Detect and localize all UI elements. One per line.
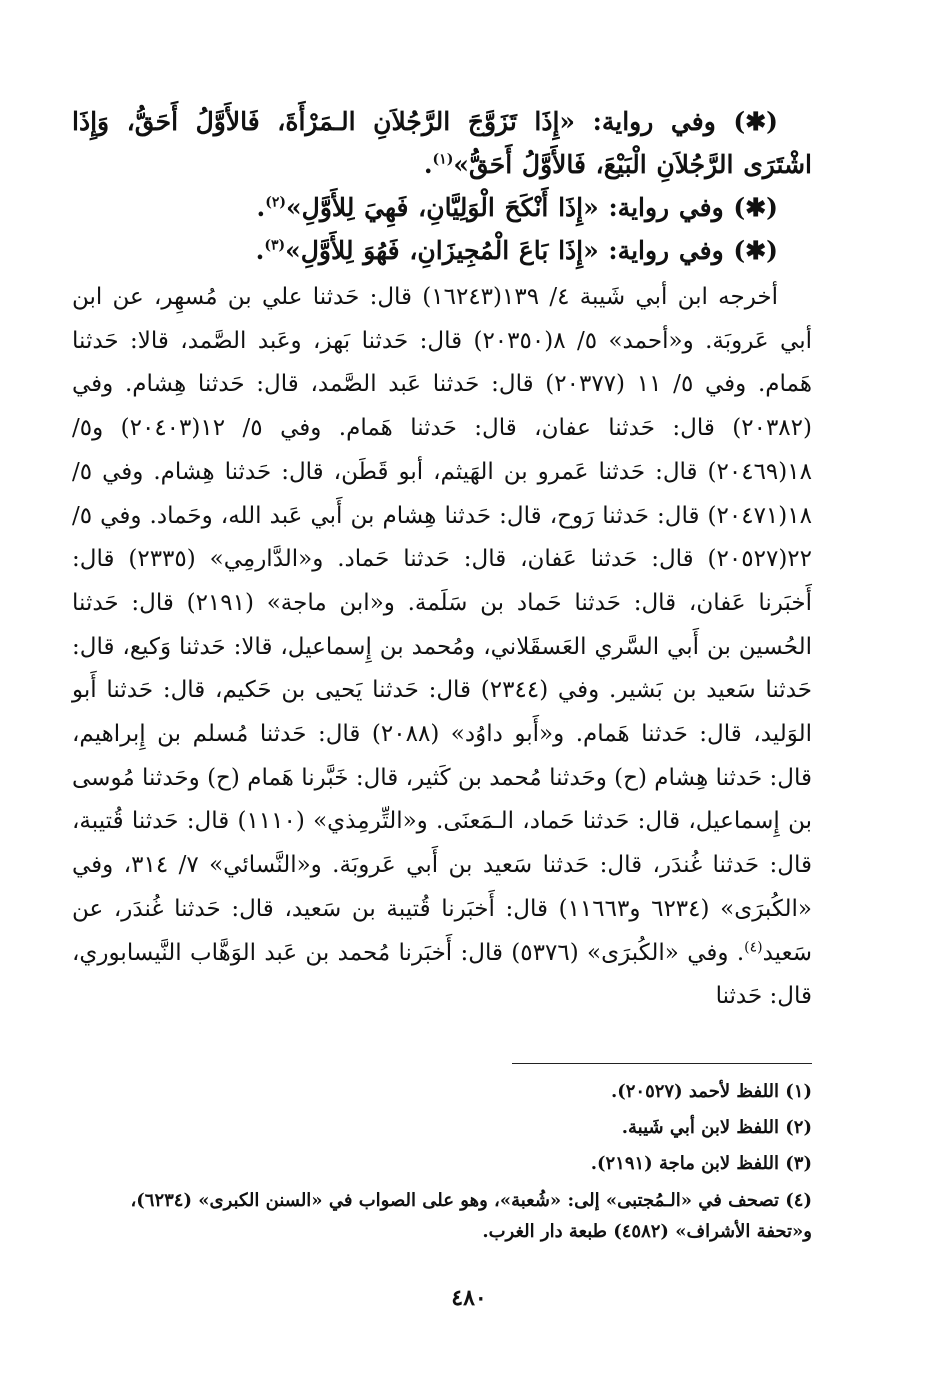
takhrij-text-part-2: . وفي «الكُبرَى» (٥٣٧٦) قال: أَخبَرنا مُحمد بن عَبد الوَهَّاب النَّيسابوري، قال: حَدثنا	[72, 939, 812, 1010]
footnote-1: (١) اللفظ لأحمد (٢٠٥٢٧).	[610, 1081, 812, 1102]
narration-3: (✱) وفي رواية: «إِذَا بَاعَ الْمُجِيزَانِ، فَهُوَ لِلأَوَّلِ»$^{(٣)}$.	[255, 236, 778, 265]
narration-1-text: (✱) وفي رواية: «إِذَا تَزَوَّجَ الرَّجُلاَنِ الـمَرْأَةَ، فَالأَوَّلُ أَحَقُّ، وَإِذَا اشْتَرَى الرَّجُلاَنِ الْبَيْعَ، فَالأَوَّلُ أَحَقُّ»	[72, 107, 812, 179]
footnote-marker-3[interactable]: (٣)	[264, 237, 286, 254]
footnote-marker-1[interactable]: (١)	[432, 151, 454, 168]
footnotes	[72, 1074, 812, 1247]
footnote-separator	[512, 1063, 812, 1064]
main-text	[72, 100, 812, 1042]
footnote-4: (٤) تصحف في «الـمُجتبى» إلى: «شُعبة»، وهو على الصواب في «السنن الكبرى» (٦٢٣٤)، و«تحفة الأشراف» (٤٥٨٢) طبعة دار الغرب.	[130, 1190, 812, 1242]
narration-2-text: (✱) وفي رواية: «إِذَا أَنْكَحَ الْوَلِيَّانِ، فَهِيَ لِلأَوَّلِ»	[286, 193, 778, 222]
page-number: ٤٨٠	[451, 1285, 487, 1311]
narration-2: (✱) وفي رواية: «إِذَا أَنْكَحَ الْوَلِيَّانِ، فَهِيَ لِلأَوَّلِ»$^{(٢)}$.	[256, 193, 778, 222]
footnote-marker-2[interactable]: (٢)	[265, 194, 287, 211]
footnote-3: (٣) اللفظ لابن ماجة (٢١٩١).	[590, 1153, 812, 1174]
narration-3-text: (✱) وفي رواية: «إِذَا بَاعَ الْمُجِيزَانِ، فَهُوَ لِلأَوَّلِ»	[285, 236, 778, 265]
takhrij-text-part-1: أخرجه ابن أبي شَيبة ٤/ ١٣٩(١٦٢٤٣) قال: حَدثنا علي بن مُسهِر، عن ابن أبي عَروبَة. و«أحمد» ٥/ ٨(٢٠٣٥٠) قال: حَدثنا بَهز، وعَبد الصَّمد، قالا: حَدثنا هَمام. وفي ٥/ ١١ (٢٠٣٧٧) قال: حَدثنا عَبد الصَّمد، قال: حَدثنا هِشام. وفي (٢٠٣٨٢) قال: حَدثنا عفان، قال: حَدثنا هَمام. وفي ٥/ ١٢(٢٠٤٠٣) و٥/ ١٨(٢٠٤٦٩) قال: حَدثنا عَمرو بن الهَيثم، أبو قَطَن، قال: حَدثنا هِشام. وفي ٥/ ١٨(٢٠٤٧١) قال: حَدثنا رَوح، قال: حَدثنا هِشام بن أَبي عَبد الله، وحَماد. وفي ٥/ ٢٢(٢٠٥٢٧) قال: حَدثنا عَفان، قال: حَدثنا حَماد. و«الدَّارمِي» (٢٣٣٥) قال: أَخبَرنا عَفان، قال: حَدثنا حَماد بن سَلَمة. و«ابن ماجة» (٢١٩١) قال: حَدثنا الحُسين بن أَبي السَّري العَسقَلاني، ومُحمد بن إِسماعيل، قالا: حَدثنا وَكيع، قال: حَدثنا سَعيد بن بَشير. وفي (٢٣٤٤) قال: حَدثنا يَحيى بن حَكيم، قال: حَدثنا أَبو الوَليد، قال: حَدثنا هَمام. و«أَبو داوُد» (٢٠٨٨) قال: حَدثنا مُسلم بن إِبراهيم، قال: حَدثنا هِشام (ح) وحَدثنا مُحمد بن كَثير، قال: خَبَّرنا هَمام (ح) وحَدثنا مُوسى بن إِسماعيل، قال: حَدثنا حَماد، الـمَعنَى. و«التِّرمِذي» (١١١٠) قال: حَدثنا قُتيبة، قال: حَدثنا غُندَر، قال: حَدثنا سَعيد بن أَبي عَروبَة. و«النَّسائي» ٧/ ٣١٤، وفي «الكُبرَى» (٦٢٣٤ و١١٦٦٣) قال: أَخبَرنا قُتيبة بن سَعيد، قال: حَدثنا غُندَر، عن سَعيد	[72, 284, 813, 966]
footnote-marker-4[interactable]: (٤)	[744, 938, 763, 955]
takhrij-paragraph	[72, 276, 812, 1019]
footnote-2: (٢) اللفظ لابن أبي شَيبة.	[621, 1117, 812, 1138]
narration-1: (✱) وفي رواية: «إِذَا تَزَوَّجَ الرَّجُلاَنِ الـمَرْأَةَ، فَالأَوَّلُ أَحَقُّ، وَإِذَا اشْتَرَى الرَّجُلاَنِ الْبَيْعَ، فَالأَوَّلُ أَحَقُّ»$^{(١)}$.	[72, 107, 812, 179]
